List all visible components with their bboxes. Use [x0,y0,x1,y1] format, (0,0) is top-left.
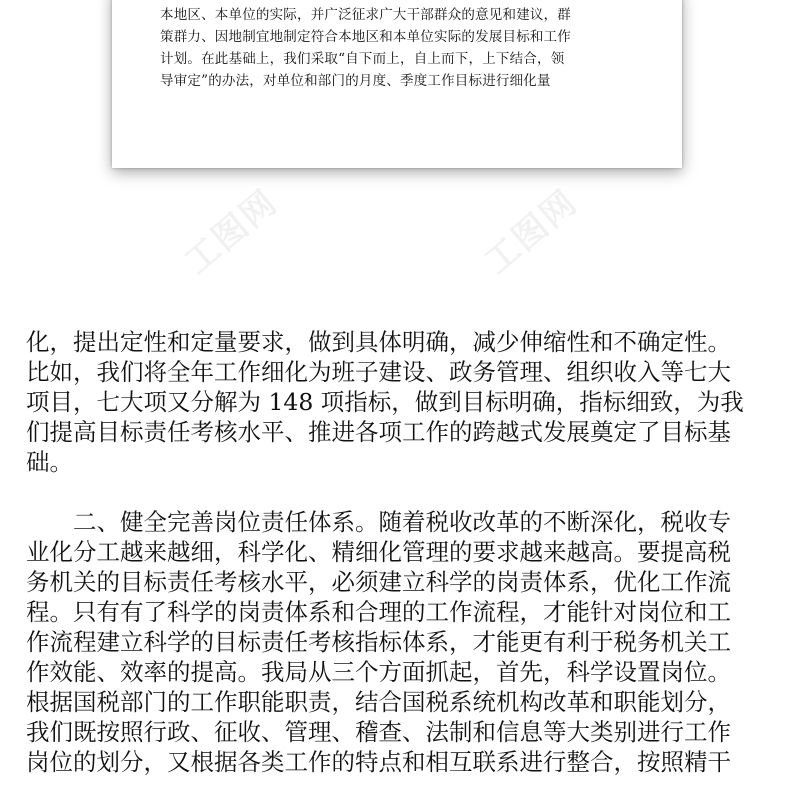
paragraph-line: 二、健全完善岗位责任体系。随着税收改革的不断深化，税收专 [26,508,731,536]
paragraph-line: 务机关的目标责任考核水平，必须建立科学的岗责体系，优化工作流 [26,568,731,596]
paragraph-line: 作效能、效率的提高。我局从三个方面抓起，首先，科学设置岗位。 [26,658,731,686]
paragraph-gap [26,477,778,507]
paragraph-line: 岗位的划分，又根据各类工作的特点和相互联系进行整合，按照精干 [26,748,731,776]
preview-line: 策群力、因地制宜地制定符合本地区和本单位实际的发展目标和工作 [160,29,571,45]
paragraph-line: 们提高目标责任考核水平、推进各项工作的跨越式发展奠定了目标基 [26,418,731,446]
document-preview-card [112,0,682,168]
paragraph-line: 作流程建立科学的目标责任考核指标体系，才能更有利于税务机关工 [26,628,731,656]
preview-line: 导审定”的办法，对单位和部门的月度、季度工作目标进行细化量 [160,73,551,89]
paragraph-line: 根据国税部门的工作职能职责，结合国税系统机构改革和职能划分， [26,688,731,716]
watermark-logo: 工图网 [477,182,586,283]
document-body [26,327,778,777]
paragraph-line: 我们既按照行政、征收、管理、稽查、法制和信息等大类别进行工作 [26,718,731,746]
paragraph-line: 项目，七大项又分解为 148 项指标，做到目标明确，指标细致，为我 [26,388,744,416]
paragraph-line: 比如，我们将全年工作细化为班子建设、政务管理、组织收入等七大 [26,358,731,386]
paragraph-line: 化，提出定性和定量要求，做到具体明确，减少伸缩性和不确定性。 [26,328,731,356]
watermark-logo: 工图网 [177,182,286,283]
paragraph-line: 业化分工越来越细，科学化、精细化管理的要求越来越高。要提高税 [26,538,731,566]
paragraph-line: 础。 [26,448,73,476]
preview-line: 计划。在此基础上，我们采取“自下而上，自上而下，上下结合，领 [160,51,565,67]
preview-line: 本地区、本单位的实际，并广泛征求广大干部群众的意见和建议，群 [160,7,571,23]
paragraph-line: 程。只有有了科学的岗责体系和合理的工作流程，才能针对岗位和工 [26,598,731,626]
